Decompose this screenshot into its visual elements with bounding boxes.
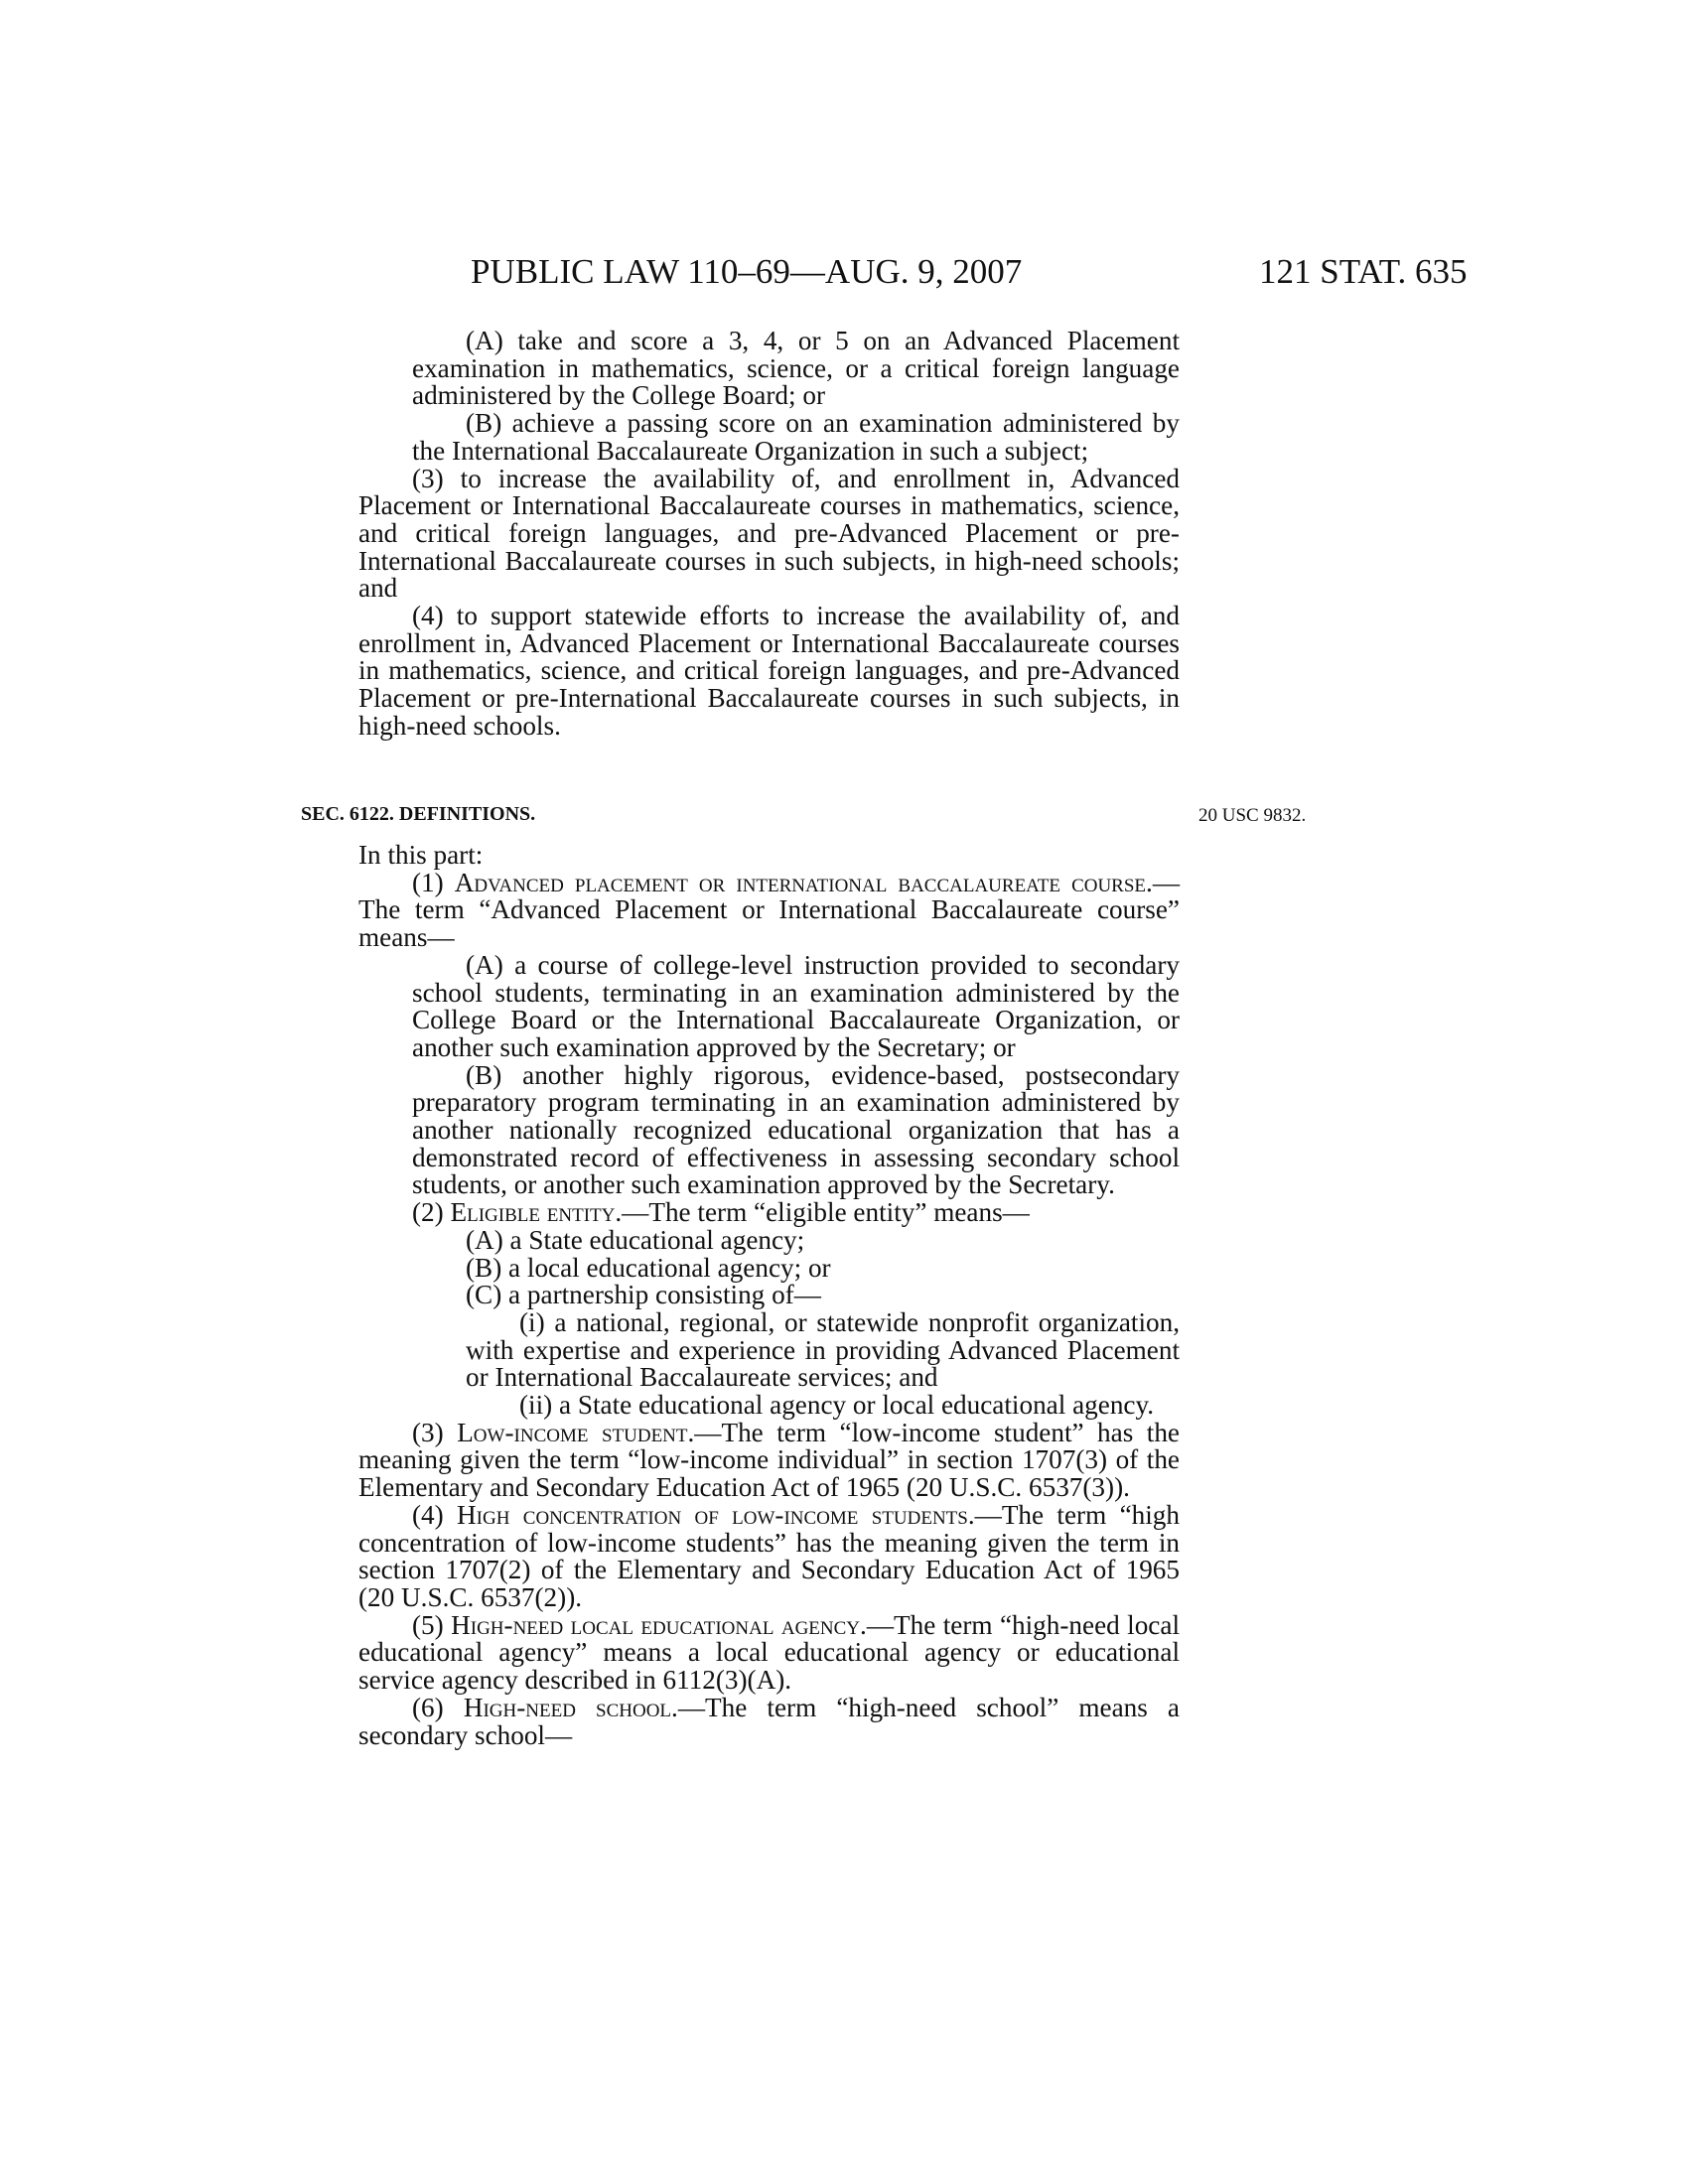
definition-2-a: (A) a State educational agency; (466, 1224, 805, 1255)
definition-4 (358, 1499, 1180, 1612)
paragraph-a: (A) take and score a 3, 4, or 5 on an Advanced Placement examination in mathematics, science, or a critical foreign language administered by the College Board; or (412, 326, 1180, 411)
definition-text: .—The term “high-need school” means a secondary school— (358, 1692, 1180, 1750)
section-intro: In this part: (358, 840, 484, 870)
definition-2-c: (C) a partnership consisting of— (466, 1280, 821, 1310)
definition-1 (358, 867, 1181, 953)
definition-5 (358, 1609, 1180, 1696)
definition-term: High concentration of low-income students (457, 1499, 968, 1530)
definitions-section (358, 842, 1180, 1749)
definition-number: (6) (412, 1692, 444, 1722)
definition-text: .—The term “low-income student” has the meaning given the term “low-income individual” in section 1707(3) of the Elementary and Secondary Education Act of 1965 (20 U.S.C. 6537(3)). (358, 1417, 1181, 1503)
definition-number: (3) (412, 1417, 444, 1447)
definition-term: Eligible entity (450, 1197, 616, 1228)
definition-number: (1) (412, 867, 444, 897)
definition-number: (2) (412, 1197, 444, 1228)
definition-term: Advanced placement or international baccalaureate course (454, 867, 1147, 897)
definition-2-b: (B) a local educational agency; or (466, 1252, 831, 1283)
definition-text: .—The term “high concentration of low-income students” has the meaning given the term in section 1707(2) of the Elementary and Secondary Education Act of 1965 (20 U.S.C. 6537(2)). (358, 1499, 1180, 1612)
paragraph-4: (4) to support statewide efforts to increase the availability of, and enrollment in, Advanced Placement or International Baccalaureate courses in mathematics, science, and critical foreign languages, and pre-Advanced Placement or pre-International Baccalaureate courses in such subjects, in high-need schools. (358, 601, 1180, 741)
continued-text (358, 328, 1180, 741)
definition-2 (358, 1199, 1180, 1227)
definition-text: .—The term “Advanced Placement or International Baccalaureate course” means— (358, 867, 1181, 953)
definition-term: High-need local educational agency (451, 1609, 861, 1640)
paragraph-b: (B) achieve a passing score on an examination administered by the International Baccalaureate Organization in such a subject; (412, 408, 1180, 466)
page-header-stat: 121 STAT. 635 (1259, 252, 1468, 291)
definition-number: (5) (412, 1609, 444, 1640)
definition-1-a: (A) a course of college-level instruction provided to secondary school students, terminating in an examination administered by the College Board or the International Baccalaureate Organization, or another such examination approved by the Secretary; or (412, 949, 1180, 1062)
definition-text: .—The term “high-need local educational agency” means a local educational agency or educational service agency described in 6112(3)(A). (358, 1609, 1180, 1696)
definition-term: High-need school (463, 1692, 672, 1722)
page-header-title: PUBLIC LAW 110–69—AUG. 9, 2007 (471, 252, 1023, 291)
margin-citation: 20 USC 9832. (1198, 805, 1307, 826)
definition-1-b: (B) another highly rigorous, evidence-based, postsecondary preparatory program terminating in an examination administered by another nationally recognized educational organization that has a demonstrated record of effectiveness in assessing secondary school students, or another such examination approved by the Secretary. (412, 1059, 1180, 1200)
definition-text: .—The term “eligible entity” means— (615, 1197, 1030, 1228)
definition-number: (4) (412, 1499, 444, 1530)
section-heading: SEC. 6122. DEFINITIONS. (301, 803, 536, 825)
definition-term: Low-income student (457, 1417, 688, 1447)
definition-3 (358, 1417, 1181, 1503)
definition-2-c-ii: (ii) a State educational agency or local educational agency. (519, 1390, 1155, 1421)
definition-6 (358, 1692, 1180, 1750)
definition-2-c-i: (i) a national, regional, or statewide nonprofit organization, with expertise and experience in providing Advanced Placement or International Baccalaureate services; and (466, 1306, 1180, 1393)
paragraph-3: (3) to increase the availability of, and enrollment in, Advanced Placement or International Baccalaureate courses in mathematics, science, and critical foreign languages, and pre-Advanced Placement or pre-International Baccalaureate courses in such subjects, in high-need schools; and (358, 463, 1180, 604)
